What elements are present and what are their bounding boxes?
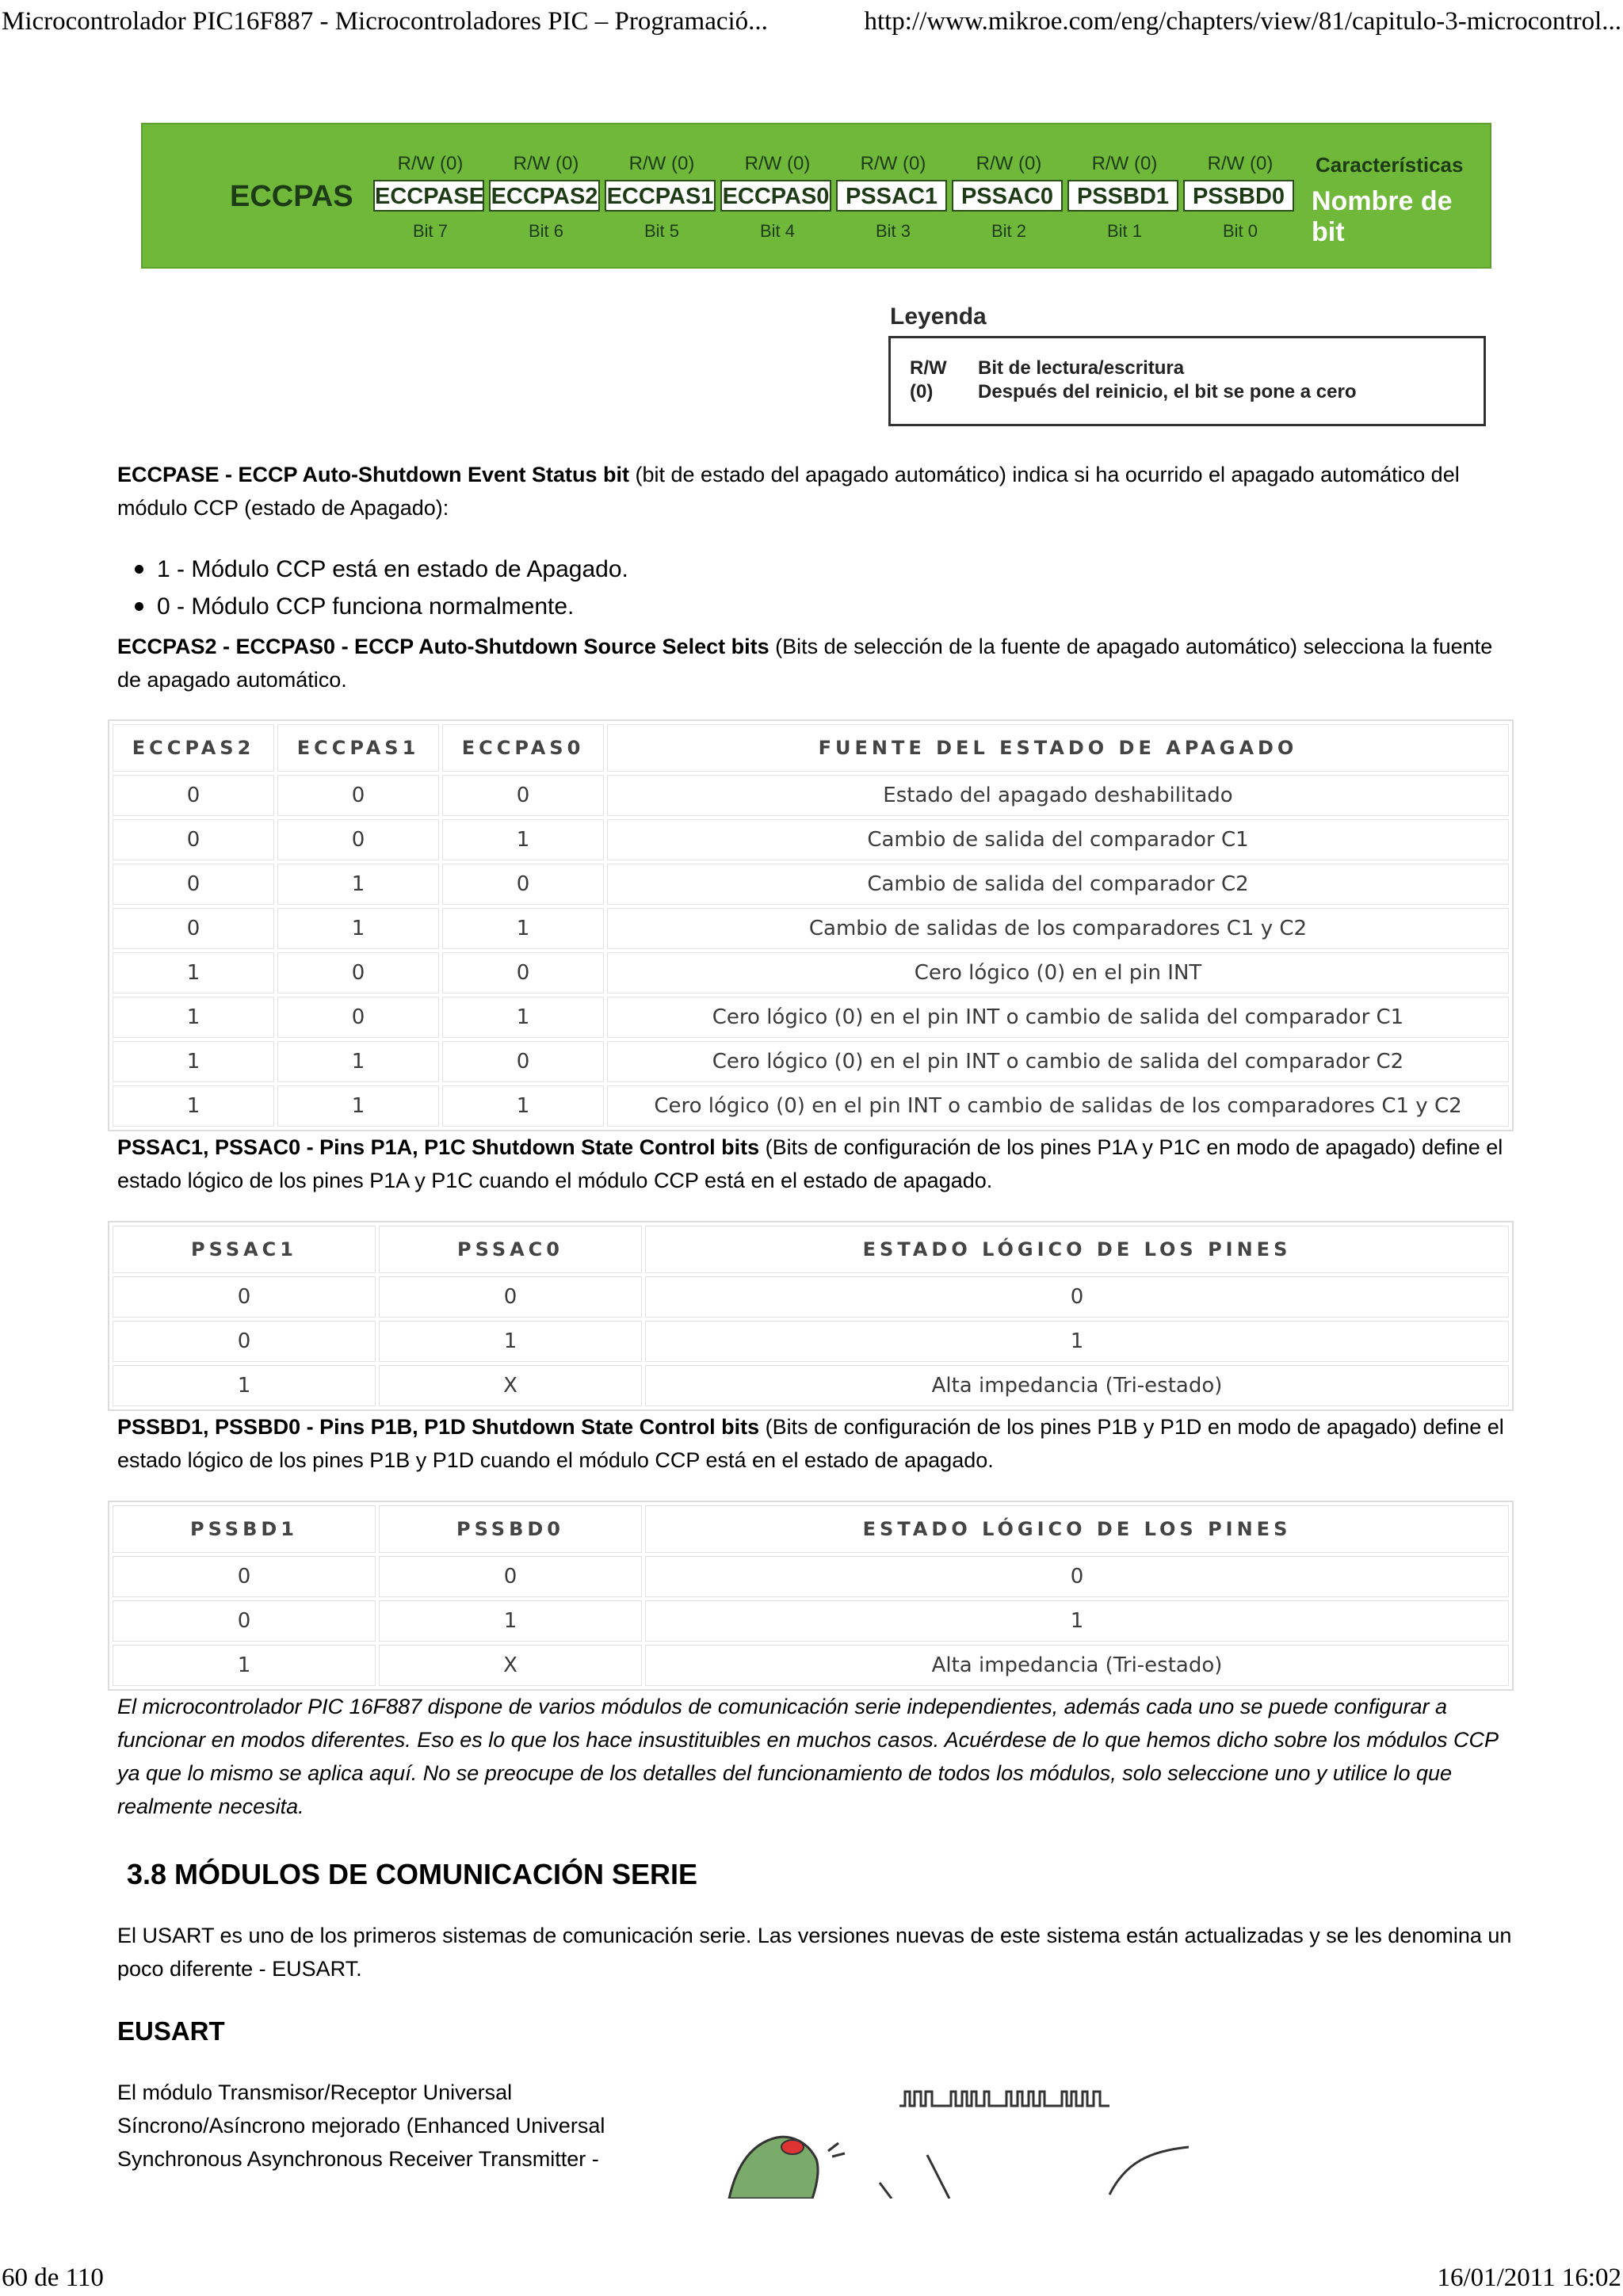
eusart-heading: EUSART bbox=[117, 2016, 225, 2046]
bit-name: PSSAC0 bbox=[952, 180, 1063, 212]
bit-name: PSSBD0 bbox=[1183, 180, 1294, 212]
bit-name: PSSBD1 bbox=[1067, 180, 1178, 212]
eusart-line: El módulo Transmisor/Receptor Universal bbox=[117, 2081, 513, 2104]
arc-icon bbox=[1109, 2147, 1189, 2195]
table-cell: 0 bbox=[113, 908, 274, 949]
bit-name: ECCPAS1 bbox=[605, 180, 716, 212]
eccpase-bullet-list bbox=[157, 551, 628, 625]
eccpas-bits-text: (Bits de selección de la fuente de apagado automático) selecciona la fuente de apagado automático. bbox=[117, 635, 1493, 692]
bit-access: R/W (0) bbox=[628, 153, 695, 174]
pssac-bold: PSSAC1, PSSAC0 - Pins P1A, P1C Shutdown State Control bits bbox=[117, 1135, 760, 1159]
pssac-text: (Bits de configuración de los pines P1A y P1C en modo de apagado) define el estado lógico de los pines P1A y P1C cuando el módulo CCP está en el estado de apagado. bbox=[117, 1135, 1503, 1192]
bit-name: ECCPAS2 bbox=[489, 180, 600, 212]
pssbd-table bbox=[108, 1501, 1514, 1691]
shutdown-source-table bbox=[108, 719, 1514, 1131]
legend-key: R/W bbox=[910, 357, 947, 379]
table-cell: 0 bbox=[113, 864, 274, 905]
table-cell: 1 bbox=[645, 1321, 1509, 1362]
table-cell: 1 bbox=[113, 1365, 376, 1406]
bit-access: R/W (0) bbox=[1207, 153, 1274, 174]
bit-access: R/W (0) bbox=[397, 153, 464, 174]
eusart-line: Síncrono/Asíncrono mejorado (Enhanced Universal bbox=[117, 2114, 605, 2138]
eusart-intro bbox=[117, 2076, 688, 2176]
eccpase-description bbox=[117, 458, 1512, 524]
pssbd-text: (Bits de configuración de los pines P1B y P1D en modo de apagado) define el estado lógico de los pines P1B y P1D cuando el módulo CCP está en el estado de apagado. bbox=[117, 1415, 1504, 1472]
table-cell: 1 bbox=[277, 864, 439, 905]
table-cell: Cero lógico (0) en el pin INT bbox=[607, 952, 1509, 994]
bit-access: R/W (0) bbox=[976, 153, 1042, 174]
bit-access: R/W (0) bbox=[1091, 153, 1158, 174]
pssbd-description bbox=[117, 1410, 1512, 1477]
table-cell: 0 bbox=[277, 997, 439, 1038]
table-cell: 0 bbox=[277, 819, 439, 860]
table-cell: Alta impedancia (Tri-estado) bbox=[645, 1645, 1509, 1686]
table-row bbox=[113, 908, 1509, 949]
table-cell: 1 bbox=[113, 1041, 274, 1082]
bit-number: Bit 6 bbox=[528, 221, 564, 241]
table-cell: Cero lógico (0) en el pin INT o cambio de salidas de los comparadores C1 y C2 bbox=[607, 1085, 1509, 1127]
table-cell: Alta impedancia (Tri-estado) bbox=[645, 1365, 1509, 1406]
table-header-row bbox=[113, 1226, 1509, 1273]
character-icon bbox=[729, 2137, 845, 2199]
table-cell: Cambio de salida del comparador C1 bbox=[607, 819, 1509, 860]
table-cell: 1 bbox=[645, 1600, 1509, 1642]
legend-title: Leyenda bbox=[890, 303, 987, 330]
page-counter: 60 de 110 bbox=[2, 2264, 104, 2292]
table-cell: 0 bbox=[277, 775, 439, 816]
list-item bbox=[157, 551, 628, 588]
table-cell: Cero lógico (0) en el pin INT o cambio de salida del comparador C2 bbox=[607, 1041, 1509, 1082]
table-row bbox=[113, 819, 1509, 860]
eccpas-register-diagram bbox=[141, 123, 1491, 269]
table-cell: 1 bbox=[113, 1645, 376, 1686]
print-header bbox=[0, 0, 1623, 40]
table-cell: 1 bbox=[379, 1600, 642, 1642]
bullet-icon bbox=[135, 565, 143, 574]
table-cell: 1 bbox=[442, 819, 604, 860]
table-header: FUENTE DEL ESTADO DE APAGADO bbox=[607, 724, 1509, 772]
list-item-text: 0 - Módulo CCP funciona normalmente. bbox=[157, 593, 575, 620]
table-cell: 0 bbox=[442, 1041, 604, 1082]
bit-number: Bit 2 bbox=[991, 221, 1027, 241]
eccpase-text: (bit de estado del apagado automático) indica si ha ocurrido el apagado automático del módulo CCP (estado de Apagado): bbox=[117, 463, 1460, 520]
bit-name: ECCPAS0 bbox=[720, 180, 831, 212]
table-cell: 0 bbox=[442, 775, 604, 816]
list-item-text: 1 - Módulo CCP está en estado de Apagado. bbox=[157, 556, 628, 582]
table-header: PSSBD0 bbox=[379, 1505, 642, 1553]
table-header: ECCPAS2 bbox=[113, 724, 274, 772]
table-row bbox=[113, 1556, 1509, 1597]
eccpas-bits-description bbox=[117, 630, 1512, 696]
table-cell: X bbox=[379, 1645, 642, 1686]
bit-number: Bit 5 bbox=[643, 221, 680, 241]
list-item bbox=[157, 588, 628, 625]
table-cell: 1 bbox=[442, 908, 604, 949]
bullet-icon bbox=[135, 602, 143, 611]
table-row bbox=[113, 775, 1509, 816]
table-header: ESTADO LÓGICO DE LOS PINES bbox=[645, 1505, 1509, 1553]
document-title: Microcontrolador PIC16F887 - Microcontroladores PIC – Programació... bbox=[2, 7, 768, 36]
table-cell: Cambio de salida del comparador C2 bbox=[607, 864, 1509, 905]
table-header: ECCPAS1 bbox=[277, 724, 439, 772]
bit-access: R/W (0) bbox=[513, 153, 579, 174]
section-intro: El USART es uno de los primeros sistemas de comunicación serie. Las versiones nuevas de este sistema están actualizadas y se les denomina un poco diferente - EUSART. bbox=[117, 1924, 1512, 1981]
table-cell: 1 bbox=[277, 908, 439, 949]
table-header: PSSAC1 bbox=[113, 1226, 376, 1273]
table-cell: 0 bbox=[113, 1556, 376, 1597]
register-name: ECCPAS bbox=[230, 180, 353, 213]
table-cell: 1 bbox=[442, 1085, 604, 1127]
bit-name: PSSAC1 bbox=[836, 180, 947, 212]
print-datetime: 16/01/2011 16:02 bbox=[1437, 2264, 1621, 2292]
table-cell: 0 bbox=[277, 952, 439, 994]
table-cell: 0 bbox=[113, 819, 274, 860]
table-row bbox=[113, 1041, 1509, 1082]
table-cell: 0 bbox=[645, 1276, 1509, 1318]
table-row bbox=[113, 1321, 1509, 1362]
pssac-table bbox=[108, 1221, 1514, 1411]
table-row bbox=[113, 1645, 1509, 1686]
table-cell: Cero lógico (0) en el pin INT o cambio de salida del comparador C1 bbox=[607, 997, 1509, 1038]
table-cell: 1 bbox=[379, 1321, 642, 1362]
table-cell: Cambio de salidas de los comparadores C1 y C2 bbox=[607, 908, 1509, 949]
table-cell: 0 bbox=[379, 1276, 642, 1318]
bit-number: Bit 3 bbox=[875, 221, 911, 241]
table-cell: 1 bbox=[113, 997, 274, 1038]
serial-communication-illustration bbox=[697, 2068, 1205, 2199]
table-row bbox=[113, 952, 1509, 994]
table-cell: 1 bbox=[277, 1085, 439, 1127]
bit-number: Bit 4 bbox=[759, 221, 796, 241]
table-header: ESTADO LÓGICO DE LOS PINES bbox=[645, 1226, 1509, 1273]
table-header-row bbox=[113, 724, 1509, 772]
bit-name: ECCPASE bbox=[373, 180, 484, 212]
document-url[interactable]: http://www.mikroe.com/eng/chapters/view/81/capitulo-3-microcontrol... bbox=[864, 7, 1621, 36]
bit-number: Bit 1 bbox=[1106, 221, 1143, 241]
table-header: PSSAC0 bbox=[379, 1226, 642, 1273]
print-footer bbox=[0, 2260, 1623, 2296]
serial-modules-note: El microcontrolador PIC 16F887 dispone de varios módulos de comunicación serie independientes, además cada uno se puede configurar a funcionar en modos diferentes. Eso es lo que los hace insustituibles en muchos casos. Acuérdese de lo que hemos dicho sobre los módulos CCP ya que lo mismo se aplica aquí. No se preocupe de los detalles del funcionamiento de todos los módulos, solo seleccione uno y utilice lo que realmente necesita. bbox=[117, 1695, 1498, 1818]
register-side-label-characteristics: Características bbox=[1316, 153, 1464, 177]
table-cell: 1 bbox=[277, 1041, 439, 1082]
bit-access: R/W (0) bbox=[744, 153, 811, 174]
motion-line-icon bbox=[880, 2155, 949, 2199]
table-cell: 1 bbox=[113, 952, 274, 994]
table-cell: 0 bbox=[379, 1556, 642, 1597]
eccpase-bold: ECCPASE - ECCP Auto-Shutdown Event Status bit bbox=[117, 463, 630, 486]
table-cell: 0 bbox=[113, 775, 274, 816]
table-row bbox=[113, 1276, 1509, 1318]
table-cell: 1 bbox=[442, 997, 604, 1038]
table-cell: 0 bbox=[113, 1600, 376, 1642]
bit-number: Bit 0 bbox=[1222, 221, 1258, 241]
table-cell: Estado del apagado deshabilitado bbox=[607, 775, 1509, 816]
pssac-description bbox=[117, 1131, 1512, 1197]
table-cell: 0 bbox=[442, 952, 604, 994]
table-cell: 1 bbox=[113, 1085, 274, 1127]
section-heading: 3.8 MÓDULOS DE COMUNICACIÓN SERIE bbox=[127, 1858, 698, 1890]
legend-value: Después del reinicio, el bit se pone a cero bbox=[978, 381, 1357, 402]
table-header: ECCPAS0 bbox=[442, 724, 604, 772]
legend-key: (0) bbox=[910, 381, 934, 402]
table-header: PSSBD1 bbox=[113, 1505, 376, 1553]
table-row bbox=[113, 1600, 1509, 1642]
table-row bbox=[113, 1365, 1509, 1406]
table-row bbox=[113, 864, 1509, 905]
legend-box bbox=[888, 336, 1486, 426]
legend-value: Bit de lectura/escritura bbox=[978, 357, 1185, 379]
table-header-row bbox=[113, 1505, 1509, 1553]
eusart-line: Synchronous Asynchronous Receiver Transmitter - bbox=[117, 2147, 599, 2171]
table-cell: X bbox=[379, 1365, 642, 1406]
bit-access: R/W (0) bbox=[860, 153, 926, 174]
register-side-label-bit-name: Nombre de bit bbox=[1312, 186, 1453, 247]
table-cell: 0 bbox=[113, 1276, 376, 1318]
bit-number: Bit 7 bbox=[412, 221, 449, 241]
table-cell: 0 bbox=[113, 1321, 376, 1362]
signal-waveform-icon bbox=[899, 2092, 1109, 2106]
table-cell: 0 bbox=[442, 864, 604, 905]
table-cell: 0 bbox=[645, 1556, 1509, 1597]
table-row bbox=[113, 997, 1509, 1038]
table-row bbox=[113, 1085, 1509, 1127]
eccpas-bits-bold: ECCPAS2 - ECCPAS0 - ECCP Auto-Shutdown Source Select bits bbox=[117, 635, 769, 658]
pssbd-bold: PSSBD1, PSSBD0 - Pins P1B, P1D Shutdown State Control bits bbox=[117, 1415, 760, 1439]
